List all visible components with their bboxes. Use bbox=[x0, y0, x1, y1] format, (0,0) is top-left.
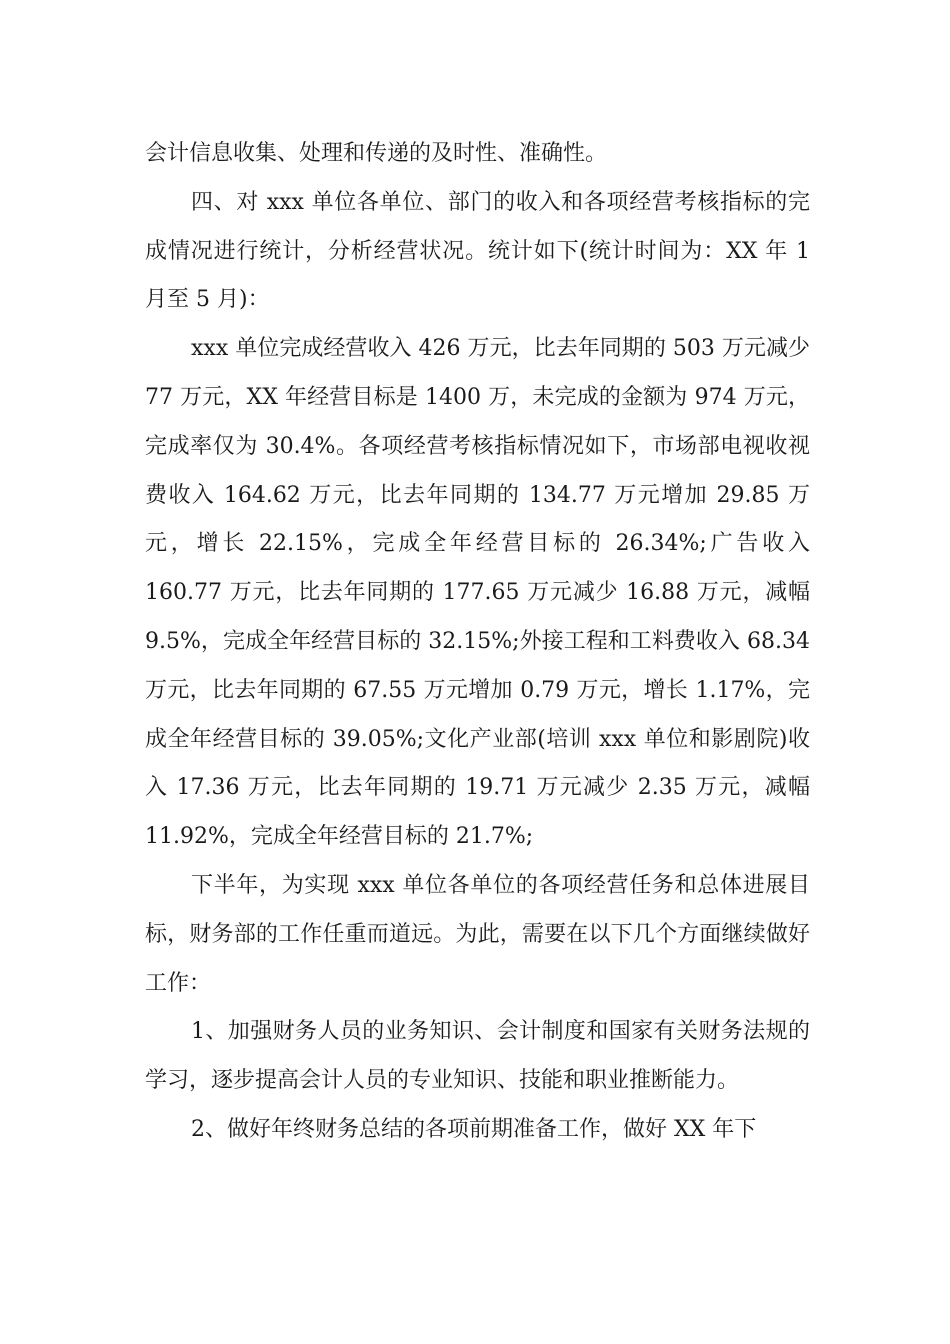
paragraph-second-half-plan: 下半年，为实现 xxx 单位各单位的各项经营任务和总体进展目标，财务部的工作任重而道远。为此，需要在以下几个方面继续做好工作： bbox=[145, 872, 810, 996]
paragraph-section-four: 四、对 xxx 单位各单位、部门的收入和各项经营考核指标的完成情况进行统计，分析经营状况。统计如下(统计时间为：XX 年 1 月至 5 月)： bbox=[145, 189, 810, 313]
document-body bbox=[145, 130, 810, 1155]
paragraph-revenue-statistics: xxx 单位完成经营收入 426 万元，比去年同期的 503 万元减少 77 万元，XX 年经营目标是 1400 万，未完成的金额为 974 万元，完成率仅为 30.4%。各项经营考核指标情况如下，市场部电视收视费收入 164.62 万元，比去年同期的 134.77 万元增加 29.85 万元，增长 22.15%，完成全年经营目标的 26.34%;广告收入 160.77 万元，比去年同期的 177.65 万元减少 16.88 万元，减幅 9.5%，完成全年经营目标的 32.15%;外接工程和工料费收入 68.34 万元，比去年同期的 67.55 万元增加 0.79 万元，增长 1.17%，完成全年经营目标的 39.05%;文化产业部(培训 xxx 单位和影剧院)收入 17.36 万元，比去年同期的 19.71 万元减少 2.35 万元，减幅 11.92%，完成全年经营目标的 21.7%; bbox=[145, 336, 810, 850]
paragraph-continuation: 会计信息收集、处理和传递的及时性、准确性。 bbox=[145, 141, 608, 166]
paragraph-item-2: 2、做好年终财务总结的各项前期准备工作，做好 XX 年下 bbox=[191, 1116, 757, 1142]
paragraph-item-1: 1、加强财务人员的业务知识、会计制度和国家有关财务法规的学习，逐步提高会计人员的专业知识、技能和职业推断能力。 bbox=[145, 1019, 810, 1094]
